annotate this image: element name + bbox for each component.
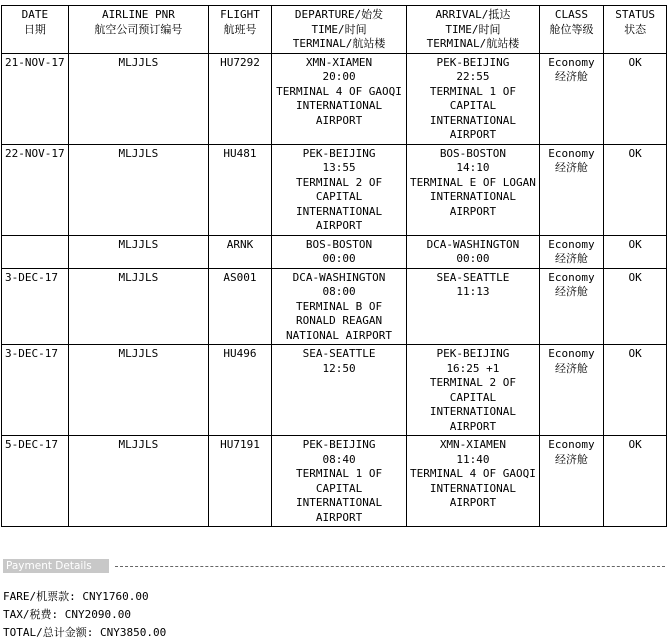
cell-departure-line: AIRPORT	[315, 510, 363, 524]
header-arrival: ARRIVAL/抵达 TIME/时间 TERMINAL/航站楼	[407, 6, 539, 54]
cell-status: OK	[604, 268, 667, 345]
cell-departure-line: XMN-XIAMEN	[305, 55, 373, 69]
cell-arrival-line: PEK-BEIJING	[436, 347, 510, 360]
cell-class-line: 经济舱	[554, 285, 588, 298]
payment-details-label: Payment Details	[3, 559, 109, 573]
cell-arrival-line: INTERNATIONAL	[429, 481, 516, 495]
cell-departure-line: AIRPORT	[315, 219, 363, 232]
cell-arrival-line: AIRPORT	[449, 204, 497, 218]
cell-arrival-line: TERMINAL E OF LOGAN	[410, 175, 536, 189]
cell-departure-line: TERMINAL B OF	[295, 299, 383, 313]
cell-departure	[271, 345, 406, 436]
cell-departure-line: INTERNATIONAL	[295, 496, 383, 509]
cell-airline-pnr: MLJJLS	[68, 235, 208, 268]
header-date: DATE 日期	[2, 6, 69, 54]
cell-arrival-line: 11:13	[456, 285, 490, 298]
cell-arrival-line: AIRPORT	[449, 128, 497, 141]
cell-date: 5-DEC-17	[2, 436, 69, 527]
cell-arrival-line: CAPITAL	[449, 390, 497, 404]
cell-departure-line: TERMINAL 2 OF	[295, 175, 383, 189]
cell-airline-pnr: MLJJLS	[68, 53, 208, 144]
cell-departure-line: 12:50	[322, 361, 356, 375]
cell-departure-line: TERMINAL 1 OF	[295, 467, 383, 480]
cell-arrival-line: 22:55	[456, 70, 490, 83]
cell-departure-line: CAPITAL	[315, 481, 363, 495]
cell-arrival	[407, 268, 539, 345]
cell-status: OK	[604, 235, 667, 268]
cell-departure-line: CAPITAL	[315, 190, 363, 203]
cell-class-line: 经济舱	[554, 452, 588, 466]
cell-airline-pnr: MLJJLS	[68, 436, 208, 527]
cell-departure-line: PEK-BEIJING	[302, 438, 376, 451]
cell-status: OK	[604, 436, 667, 527]
cell-arrival-line: XMN-XIAMEN	[439, 438, 507, 451]
cell-arrival-line: PEK-BEIJING	[436, 55, 510, 69]
cell-arrival-line: TERMINAL 2 OF	[429, 376, 516, 389]
cell-arrival-line: TERMINAL 1 OF	[429, 84, 516, 98]
cell-airline-pnr: MLJJLS	[68, 268, 208, 345]
cell-departure-line: 08:00	[322, 285, 356, 298]
cell-arrival-line: DCA-WASHINGTON	[426, 237, 520, 251]
cell-class	[539, 436, 604, 527]
cell-flight-number: AS001	[209, 268, 272, 345]
cell-arrival-line: SEA-SEATTLE	[436, 270, 510, 284]
fare-summary	[3, 588, 166, 642]
table-row	[2, 235, 667, 268]
cell-class-line: Economy	[548, 270, 595, 284]
table-row	[2, 144, 667, 235]
cell-class-line: 经济舱	[554, 361, 588, 375]
header-airline-pnr: AIRLINE PNR 航空公司预订编号	[68, 6, 208, 54]
cell-departure	[271, 268, 406, 345]
cell-date: 3-DEC-17	[2, 345, 69, 436]
cell-class-line: Economy	[548, 237, 595, 251]
cell-arrival-line: 16:25 +1	[446, 361, 500, 375]
cell-date	[2, 235, 69, 268]
cell-class	[539, 268, 604, 345]
cell-departure-line: DCA-WASHINGTON	[292, 270, 386, 284]
cell-status: OK	[604, 53, 667, 144]
cell-departure-line: INTERNATIONAL	[295, 204, 383, 218]
cell-arrival	[407, 345, 539, 436]
table-header-row	[2, 6, 667, 54]
cell-arrival	[407, 436, 539, 527]
cell-departure	[271, 436, 406, 527]
table-row	[2, 436, 667, 527]
cell-flight-number: ARNK	[209, 235, 272, 268]
cell-class	[539, 345, 604, 436]
cell-departure	[271, 235, 406, 268]
cell-class-line: Economy	[548, 347, 595, 360]
cell-arrival-line: BOS-BOSTON	[439, 146, 507, 160]
cell-class-line: Economy	[548, 55, 595, 69]
cell-departure-line: SEA-SEATTLE	[302, 347, 376, 360]
cell-class-line: 经济舱	[554, 161, 588, 174]
cell-date: 3-DEC-17	[2, 268, 69, 345]
itinerary-table	[1, 5, 667, 527]
cell-departure-line: TERMINAL 4 OF GAOQI	[276, 84, 402, 98]
cell-departure-line: PEK-BEIJING	[302, 146, 376, 160]
cell-departure-line: AIRPORT	[315, 113, 363, 127]
cell-departure	[271, 53, 406, 144]
cell-class-line: 经济舱	[554, 70, 588, 83]
cell-arrival-line: 00:00	[456, 252, 490, 265]
cell-airline-pnr: MLJJLS	[68, 345, 208, 436]
cell-departure-line: BOS-BOSTON	[305, 237, 373, 251]
cell-departure-line: INTERNATIONAL	[295, 99, 383, 112]
header-departure: DEPARTURE/始发 TIME/时间 TERMINAL/航站楼	[271, 6, 406, 54]
cell-flight-number: HU7191	[209, 436, 272, 527]
cell-status: OK	[604, 144, 667, 235]
cell-departure-line: 08:40	[322, 452, 356, 466]
cell-flight-number: HU7292	[209, 53, 272, 144]
cell-arrival-line: 14:10	[456, 161, 490, 174]
dashed-divider	[115, 566, 665, 567]
cell-status: OK	[604, 345, 667, 436]
header-status: STATUS 状态	[604, 6, 667, 54]
cell-date: 21-NOV-17	[2, 53, 69, 144]
cell-class-line: Economy	[548, 146, 595, 160]
cell-arrival	[407, 53, 539, 144]
cell-departure-line: 13:55	[322, 161, 356, 174]
cell-flight-number: HU496	[209, 345, 272, 436]
table-row	[2, 53, 667, 144]
cell-class	[539, 235, 604, 268]
cell-arrival	[407, 235, 539, 268]
itinerary-body	[2, 53, 667, 527]
cell-departure-line: 00:00	[322, 252, 356, 265]
header-class: CLASS 舱位等级	[539, 6, 604, 54]
total-line: TOTAL/总计金额: CNY3850.00	[3, 626, 167, 639]
tax-line: TAX/税费: CNY2090.00	[3, 608, 131, 621]
cell-departure	[271, 144, 406, 235]
cell-arrival-line: AIRPORT	[449, 496, 497, 509]
cell-arrival	[407, 144, 539, 235]
cell-arrival-line: CAPITAL	[449, 99, 497, 112]
cell-class	[539, 53, 604, 144]
cell-arrival-line: INTERNATIONAL	[429, 113, 516, 127]
cell-class-line: Economy	[548, 438, 595, 451]
cell-arrival-line: AIRPORT	[449, 419, 497, 433]
cell-class	[539, 144, 604, 235]
cell-date: 22-NOV-17	[2, 144, 69, 235]
cell-arrival-line: TERMINAL 4 OF GAOQI	[410, 467, 536, 480]
cell-arrival-line: 11:40	[456, 452, 490, 466]
header-flight: FLIGHT 航班号	[209, 6, 272, 54]
cell-departure-line: 20:00	[322, 70, 356, 83]
cell-class-line: 经济舱	[554, 252, 588, 265]
cell-flight-number: HU481	[209, 144, 272, 235]
cell-arrival-line: INTERNATIONAL	[429, 405, 516, 418]
table-row	[2, 345, 667, 436]
fare-line: FARE/机票款: CNY1760.00	[3, 590, 149, 603]
cell-airline-pnr: MLJJLS	[68, 144, 208, 235]
payment-details-header	[3, 559, 665, 573]
table-row	[2, 268, 667, 345]
cell-departure-line: RONALD REAGAN	[295, 314, 383, 327]
cell-departure-line: NATIONAL AIRPORT	[286, 328, 392, 342]
cell-arrival-line: INTERNATIONAL	[429, 190, 516, 203]
